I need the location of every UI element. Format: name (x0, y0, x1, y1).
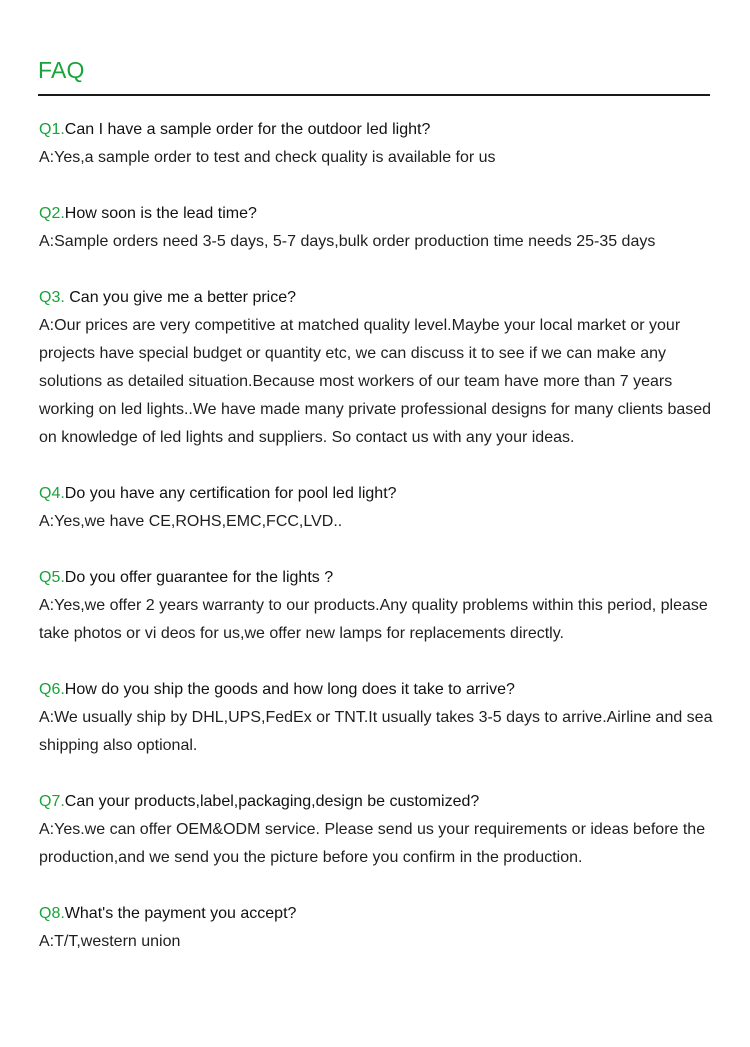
faq-question (39, 788, 729, 816)
faq-item-8 (39, 900, 729, 956)
faq-question (39, 676, 729, 704)
faq-answer: A:Sample orders need 3-5 days, 5-7 days,bulk order production time needs 25-35 days (39, 233, 656, 250)
faq-answer: A:Our prices are very competitive at matched quality level.Maybe your local market or your projects have special budget or quantity etc, we can discuss it to see if we can make any solutions as detailed situation.Because most workers of our team have more than 7 years working on led lights..We have made many private professional designs for many clients based on knowledge of led lights and suppliers. So contact us with any your ideas. (39, 317, 712, 446)
faq-answer: A:We usually ship by DHL,UPS,FedEx or TNT.It usually takes 3-5 days to arrive.Airline and sea shipping also optional. (39, 709, 713, 754)
question-number: Q4. (39, 485, 65, 502)
faq-answer: A:Yes,a sample order to test and check quality is available for us (39, 149, 496, 166)
faq-item-4 (39, 480, 729, 536)
question-number: Q5. (39, 569, 65, 586)
question-number: Q1. (39, 121, 65, 138)
question-text: Do you offer guarantee for the lights ? (64, 569, 334, 586)
question-text: Can I have a sample order for the outdoor led light? (64, 121, 431, 138)
faq-question (39, 900, 729, 928)
question-number: Q2. (39, 205, 65, 222)
question-text: Do you have any certification for pool led light? (64, 485, 397, 502)
faq-item-3 (39, 284, 729, 452)
faq-item-5 (39, 564, 729, 648)
faq-answer: A:Yes.we can offer OEM&ODM service. Please send us your requirements or ideas before the production,and we send you the picture before you confirm in the production. (39, 821, 706, 866)
page-title: FAQ (38, 57, 85, 83)
question-number: Q3. (39, 289, 65, 306)
faq-item-7 (39, 788, 729, 872)
faq-question (39, 200, 729, 228)
question-text: How soon is the lead time? (64, 205, 257, 222)
faq-list (39, 116, 729, 984)
question-text: What's the payment you accept? (64, 905, 297, 922)
faq-question (39, 284, 729, 312)
question-number: Q7. (39, 793, 65, 810)
faq-answer: A:T/T,western union (39, 933, 181, 950)
question-text: Can you give me a better price? (64, 289, 297, 306)
faq-item-1 (39, 116, 729, 172)
question-text: Can your products,label,packaging,design be customized? (64, 793, 480, 810)
faq-question (39, 480, 729, 508)
faq-answer: A:Yes,we have CE,ROHS,EMC,FCC,LVD.. (39, 513, 343, 530)
faq-item-2 (39, 200, 729, 256)
question-number: Q6. (39, 681, 65, 698)
question-text: How do you ship the goods and how long does it take to arrive? (64, 681, 515, 698)
faq-item-6 (39, 676, 729, 760)
faq-question (39, 116, 729, 144)
question-number: Q8. (39, 905, 65, 922)
faq-question (39, 564, 729, 592)
faq-answer: A:Yes,we offer 2 years warranty to our products.Any quality problems within this period, please take photos or vi deos for us,we offer new lamps for replacements directly. (39, 597, 708, 642)
faq-header (38, 54, 710, 96)
